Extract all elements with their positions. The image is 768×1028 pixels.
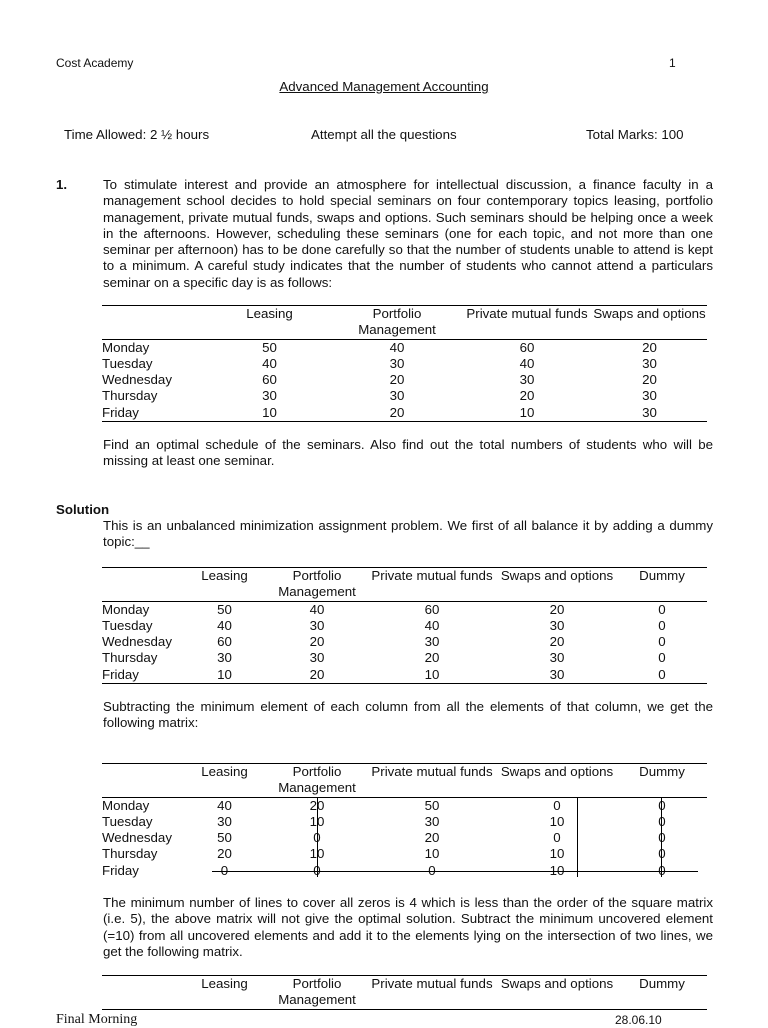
question-task: Find an optimal schedule of the seminars. Also find out the total numbers of students who will be missing at least one seminar. <box>103 437 713 469</box>
row-label: Tuesday <box>102 813 153 829</box>
cell: 40 <box>217 617 232 633</box>
cell: 20 <box>309 634 325 650</box>
header-cell: Leasing <box>201 976 248 991</box>
cell: 50 <box>217 601 232 617</box>
header-cell: Dummy <box>639 568 685 583</box>
cell: 20 <box>519 388 535 404</box>
solution-step-text-2: The minimum number of lines to cover all zeros is 4 which is less than the order of the square matrix (i.e. 5), the above matrix will not give the optimal solution. Subtract the minimum uncovered element (=10) from all uncovered elements and add it to the elements lying on the intersection of two lines, we get the following matrix. <box>103 895 713 959</box>
cell: 30 <box>642 388 657 404</box>
time-allowed: Time Allowed: 2 ½ hours <box>64 127 210 142</box>
header-cell <box>102 764 182 798</box>
table-attendance <box>102 305 707 422</box>
cell: 30 <box>309 617 325 633</box>
cell: 30 <box>642 355 657 371</box>
cell: 10 <box>262 404 277 420</box>
cell: 20 <box>549 601 565 617</box>
cell: 60 <box>519 339 535 355</box>
document-title: Advanced Management Accounting <box>279 79 489 94</box>
table-row <box>102 846 707 862</box>
cell: 30 <box>424 634 440 650</box>
table-row <box>102 814 707 830</box>
cell: 30 <box>519 372 535 388</box>
row-label: Monday <box>102 339 150 355</box>
cell: 30 <box>309 650 325 666</box>
cell: 30 <box>389 388 405 404</box>
header-cell: Private mutual funds <box>371 568 493 583</box>
table-row <box>102 830 707 846</box>
cell: 0 <box>658 650 666 666</box>
header-cell <box>102 976 182 1010</box>
cell: 0 <box>658 634 666 650</box>
cell: 40 <box>389 339 405 355</box>
cell: 0 <box>658 797 666 813</box>
cell: 30 <box>642 404 657 420</box>
cover-line-portfolio <box>317 797 318 877</box>
cell: 40 <box>309 601 325 617</box>
header-cell <box>102 306 207 340</box>
table-revised <box>102 975 707 1010</box>
cell: 20 <box>549 634 565 650</box>
cell: 10 <box>309 846 325 862</box>
header-cell: Private mutual funds <box>466 306 588 321</box>
cell: 50 <box>262 339 277 355</box>
cell: 10 <box>424 666 440 682</box>
cell: 20 <box>424 830 440 846</box>
cell: 0 <box>658 846 666 862</box>
cell: 30 <box>217 650 232 666</box>
row-label: Tuesday <box>102 617 153 633</box>
cell: 30 <box>549 650 565 666</box>
cell: 0 <box>553 830 561 846</box>
cell: 50 <box>424 797 440 813</box>
cell: 40 <box>424 617 440 633</box>
footer-date: 28.06.10 <box>615 1013 662 1027</box>
header-cell: Dummy <box>639 764 685 779</box>
cell: 0 <box>658 813 666 829</box>
cover-line-friday <box>212 871 698 872</box>
header-cell: Portfolio Management <box>358 306 436 338</box>
table-balanced <box>102 567 707 684</box>
header-cell: Swaps and options <box>593 306 706 321</box>
cell: 10 <box>424 846 440 862</box>
header-cell: Swaps and options <box>500 764 614 779</box>
table-row <box>102 797 707 814</box>
row-label: Friday <box>102 862 139 878</box>
row-label: Wednesday <box>102 830 172 846</box>
total-marks: Total Marks: 100 <box>586 127 684 142</box>
cell: 0 <box>658 666 666 682</box>
cell: 40 <box>262 355 277 371</box>
cell: 0 <box>658 601 666 617</box>
cell: 30 <box>389 355 405 371</box>
cell: 20 <box>309 797 325 813</box>
table-header-row <box>102 568 707 602</box>
table-header-row <box>102 764 707 798</box>
cell: 40 <box>217 797 232 813</box>
cell: 30 <box>549 666 565 682</box>
cell: 0 <box>220 862 229 878</box>
cell: 30 <box>217 813 232 829</box>
header-cell: Private mutual funds <box>371 976 493 991</box>
table-row <box>102 388 707 404</box>
header-cell: Portfolio Management <box>278 568 356 600</box>
row-label: Monday <box>102 601 150 617</box>
cell: 0 <box>553 797 561 813</box>
cell: 0 <box>658 830 666 846</box>
cell: 30 <box>262 388 277 404</box>
row-label: Wednesday <box>102 372 172 388</box>
cover-line-dummy <box>661 797 662 877</box>
question-number: 1. <box>56 177 68 192</box>
table-row <box>102 372 707 388</box>
page-number: 1 <box>669 56 676 70</box>
instruction: Attempt all the questions <box>311 127 457 142</box>
cell: 40 <box>519 355 535 371</box>
solution-step-text: Subtracting the minimum element of each column from all the elements of that column, we get the following matrix: <box>103 699 713 731</box>
table-row <box>102 667 707 684</box>
cell: 10 <box>549 813 565 829</box>
table-row <box>102 405 707 422</box>
table-reduced <box>102 763 707 879</box>
cell: 20 <box>217 846 232 862</box>
table-row <box>102 339 707 356</box>
row-label: Friday <box>102 666 139 682</box>
cell: 0 <box>658 862 666 878</box>
header-cell: Swaps and options <box>500 976 614 991</box>
header-cell: Portfolio Management <box>278 764 356 796</box>
cell: 10 <box>549 846 565 862</box>
cell: 20 <box>642 372 657 388</box>
table-row <box>102 356 707 372</box>
cell: 0 <box>658 617 666 633</box>
cover-line-swaps <box>577 797 578 877</box>
header-cell <box>102 568 182 602</box>
table-row <box>102 650 707 666</box>
table-row <box>102 634 707 650</box>
cell: 20 <box>642 339 657 355</box>
header-cell: Private mutual funds <box>371 764 493 779</box>
header-cell: Leasing <box>201 764 248 779</box>
footer-left: Final Morning <box>56 1012 138 1027</box>
cell: 60 <box>424 601 440 617</box>
cell: 10 <box>549 862 565 878</box>
table-row <box>102 618 707 634</box>
cell: 10 <box>217 666 232 682</box>
row-label: Thursday <box>102 650 158 666</box>
row-label: Friday <box>102 404 139 420</box>
header-cell: Leasing <box>246 306 293 321</box>
running-header: Cost Academy <box>56 56 134 70</box>
cell: 60 <box>217 634 232 650</box>
row-label: Monday <box>102 797 150 813</box>
row-label: Tuesday <box>102 355 153 371</box>
cell: 20 <box>309 666 325 682</box>
cell: 0 <box>313 862 321 878</box>
cell: 30 <box>424 813 440 829</box>
header-cell: Dummy <box>639 976 685 991</box>
cell: 0 <box>313 830 321 846</box>
row-label: Thursday <box>102 388 158 404</box>
table-header-row <box>102 306 707 340</box>
cell: 20 <box>389 372 405 388</box>
cell: 20 <box>389 404 405 420</box>
cell: 30 <box>549 617 565 633</box>
cell: 10 <box>519 404 535 420</box>
cell: 20 <box>424 650 440 666</box>
header-cell: Swaps and options <box>500 568 614 583</box>
table-row <box>102 601 707 618</box>
solution-heading: Solution <box>56 502 110 517</box>
header-cell: Leasing <box>201 568 248 583</box>
question-text: To stimulate interest and provide an atmosphere for intellectual discussion, a finance faculty in a management school decides to hold special seminars on four contemporary topics leasing, portfolio management, private mutual funds, swaps and options. Such seminars should be helping once a week in the afternoons. However, scheduling these seminars (one for each topic, and not more than one seminar per afternoon) has to be done carefully so that the number of students unable to attend is kept to a minimum. A careful study indicates that the number of students who cannot attend a particulars seminar on a specific day is as follows: <box>103 177 713 290</box>
cell: 0 <box>428 862 436 878</box>
table-header-row <box>102 976 707 1010</box>
cell: 50 <box>217 830 232 846</box>
cell: 60 <box>262 372 277 388</box>
cell: 10 <box>309 813 325 829</box>
header-cell: Portfolio Management <box>278 976 356 1008</box>
row-label: Wednesday <box>102 634 172 650</box>
solution-intro: This is an unbalanced minimization assignment problem. We first of all balance it by adding a dummy topic:__ <box>103 518 713 550</box>
row-label: Thursday <box>102 846 158 862</box>
